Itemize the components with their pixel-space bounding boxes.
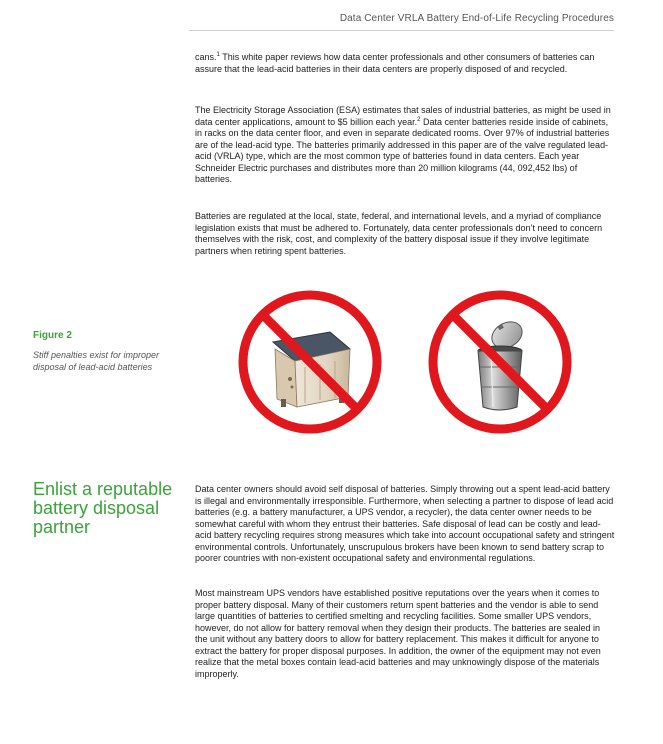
intro-paragraph-1-start: cans. [195,52,217,62]
dumpster-prohibited-icon [235,287,385,437]
header-rule [189,30,614,31]
section-paragraph-2: Most mainstream UPS vendors have established positive reputations over the years when it comes to proper battery disposal. Many of their customers return spent batteries and the vendor is able to send large quantities of batteries to certified smelting and recycling facilities. Some smaller UPS vendors, however, do not allow for battery removal when they design their products. The batteries are sealed in the unit without any battery doors to allow for battery replacement. This makes it difficult for anyone to extract the battery for proper disposal purposes. In addition, the owner of the equipment may not even realize that the metal boxes contain lead-acid batteries and may unknowingly dispose of the materials improperly. [195,588,601,679]
section-heading: Enlist a reputable battery disposal partner [33,479,173,537]
footnote-ref-1: 1 [216,52,220,58]
footnote-ref-2: 2 [417,116,421,123]
trash-can-prohibited-icon [425,287,575,437]
intro-paragraph-1 [195,52,615,75]
intro-paragraph-2-start: The Electricity Storage Association (ESA) estimates that sales of industrial batteries, as might be used in data center applications, amount to $5 billion each year. [195,105,611,127]
figure-label: Figure 2 [33,330,72,341]
intro-paragraph-1-rest: This white paper reviews how data center professionals and other consumers of batteries can assure that the lead-acid batteries in their data centers are properly disposed of and recycled. [195,52,595,74]
figure-caption: Stiff penalties exist for improper disposal of lead-acid batteries [33,350,160,372]
intro-paragraph-2 [195,105,615,186]
intro-paragraph-2-rest: Data center batteries reside inside of cabinets, in racks on the data center floor, and even in separate dedicated rooms. Over 97% of industrial batteries are of the lead-acid type. The batteries primarily addressed in this paper are of the valve regulated lead-acid (VRLA) type, which are the most common type of batteries found in data centers. Each year Schneider Electric purchases and distributes more than 20 million kilograms (44, 092,452 lbs) of batteries. [195,116,610,184]
running-header: Data Center VRLA Battery End-of-Life Recycling Procedures [339,13,614,24]
section-paragraph-1: Data center owners should avoid self disposal of batteries. Simply throwing out a spent lead-acid battery is illegal and environmentally irresponsible. Furthermore, when selecting a partner to dispose of lead acid batteries (e.g. a battery manufacturer, a UPS vendor, a recycler), the data center owner needs to be somewhat careful with whom they entrust their batteries. Safe disposal of lead can be costly and lead-acid battery recycling requires strong measures which take into account occupational safety and stringent environmental controls. Unfortunately, unscrupulous brokers have been known to send battery scrap to poorer countries with non-existent occupational safety and environmental regulations. [195,484,615,563]
intro-paragraph-3: Batteries are regulated at the local, state, federal, and international levels, and a myriad of compliance legislation exists that must be adhered to. Fortunately, data center professionals don’t need to concern themselves with the risk, cost, and complexity of the battery disposal issue if they involve legitimate partners when retiring spent batteries. [195,211,603,256]
